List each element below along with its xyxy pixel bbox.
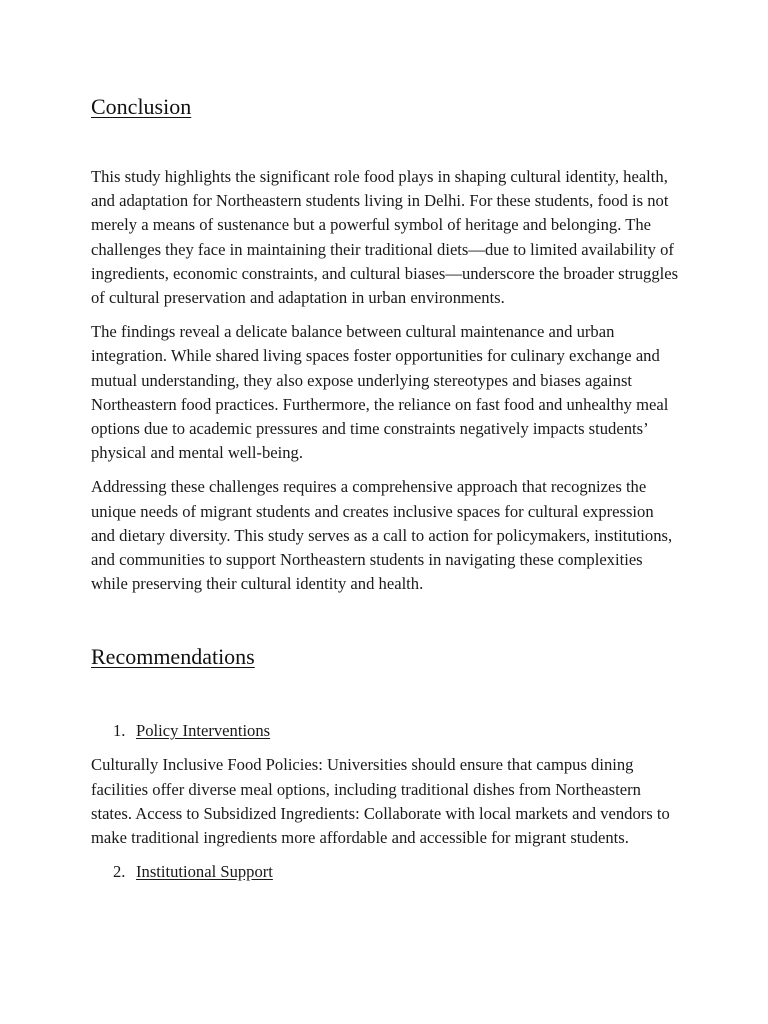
recommendation-item-1 xyxy=(91,719,681,743)
recommendations-list xyxy=(91,719,681,743)
recommendations-list-continued xyxy=(91,860,681,884)
recommendation-number: 1. xyxy=(113,721,126,741)
conclusion-heading: Conclusion xyxy=(91,94,192,119)
conclusion-paragraph-2: The findings reveal a delicate balance between cultural maintenance and urban integration. While shared living spaces foster opportunities for culinary exchange and mutual understanding, they also expose underlying stereotypes and biases against Northeastern food practices. Furthermore, the reliance on fast food and unhealthy meal options due to academic pressures and time constraints negatively impacts students’ physical and mental well-being. xyxy=(91,322,669,463)
conclusion-paragraph-3: Addressing these challenges requires a comprehensive approach that recognizes the unique needs of migrant students and creates inclusive spaces for cultural expression and dietary diversity. This study serves as a call to action for policymakers, institutions, and communities to support Northeastern students in navigating these complexities while preserving their cultural identity and health. xyxy=(91,477,673,594)
recommendation-body-1: Culturally Inclusive Food Policies: Universities should ensure that campus dining facilities offer diverse meal options, including traditional dishes from Northeastern states. Access to Subsidized Ingredients: Collaborate with local markets and vendors to make traditional ingredients more affordable and accessible for migrant students. xyxy=(91,755,670,848)
recommendation-number: 2. xyxy=(113,862,126,882)
recommendations-heading: Recommendations xyxy=(91,644,255,670)
recommendation-title: Policy Interventions xyxy=(136,721,271,741)
conclusion-paragraph-1: This study highlights the significant role food plays in shaping cultural identity, health, and adaptation for Northeastern students living in Delhi. For these students, food is not merely a means of sustenance but a powerful symbol of heritage and belonging. The challenges they face in maintaining their traditional diets—due to limited availability of ingredients, economic constraints, and cultural biases—underscore the broader struggles of cultural preservation and adaptation in urban environments. xyxy=(91,167,679,308)
recommendation-title: Institutional Support xyxy=(136,862,273,882)
document-page xyxy=(91,0,681,894)
recommendation-item-2 xyxy=(91,860,681,884)
